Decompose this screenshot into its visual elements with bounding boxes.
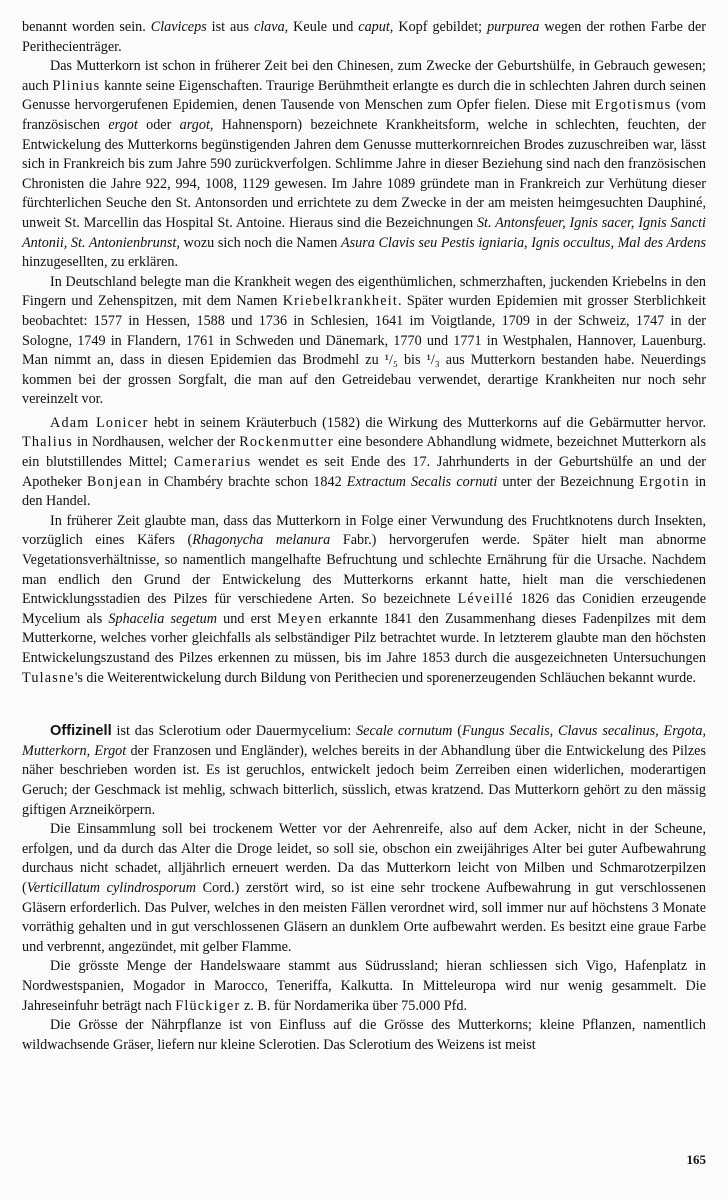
text-run: Die Einsammlung soll bei trockenem Wetter vor der Aehrenreife, also auf dem Acker, nicht in der Scheune, erfolgen, und da durch das Alter die Droge leidet, so soll sie, obschon ein zweijähriges Alter bei guter Aufbewahrung durchaus nicht schadet, alljährlich erneuert werden. Da das Mutterkorn leicht von Milben und Schmarotzerpilzen (	[22, 821, 706, 896]
text-run: und erst	[216, 610, 278, 627]
text-run: hinzugesellten, zu erklären.	[22, 254, 178, 271]
italic-term: Sphacelia segetum	[108, 610, 217, 627]
text-run: hebt in seinem Kräuterbuch (1582) die Wirkung des Mutterkorns auf die Gebärmutter hervor.	[148, 414, 706, 431]
text-run: ist das Sclerotium oder Dauermycelium:	[111, 723, 357, 740]
spaced-name: Léveillé	[457, 591, 514, 608]
text-run: aus Mutterkorn bestanden habe. Neuerdings kommen bei der grossen Sorgfalt, die man auf den Getreidebau verwendet, derartige Krankheiten nur noch sehr vereinzelt vor.	[22, 352, 706, 408]
spaced-name: Tulasne	[22, 669, 75, 686]
text-run: der Franzosen und Engländer), welches bereits in der Abhandlung über die Entwickelung des Pilzes näher beschrieben worden ist. Es ist geruchlos, entwickelt jedoch beim Zerreiben einen widerlichen, moderartigen Geruch; der Geschmack ist mehlig, schwach bitterlich, süsslich, etwas kratzend. Das Mutterkorn gehört zu den mässig giftigen Arzneikörpern.	[22, 742, 706, 818]
italic-term: caput,	[358, 19, 394, 35]
text-run: Die grösste Menge der Handelswaare stammt aus Südrussland; hieran schliessen sich Vigo, Hafenplatz in Nordwestspanien, Mogador in Marocco, Teneriffa, Kalkutta. In Mitteleuropa wird nur wenig gesammelt. Die Jahreseinfuhr beträgt nach	[22, 958, 706, 1014]
text-run: 's die Weiterentwickelung durch Bildung von Perithecien und sporenerzeugenden Schläuchen bekannt wurde.	[74, 669, 697, 686]
text-run: 1826 das Conidien erzeugende Mycelium als	[22, 591, 707, 627]
italic-term: Claviceps	[150, 19, 207, 35]
paragraph-3	[22, 273, 706, 410]
spaced-term: Rockenmutter	[239, 434, 334, 451]
page-number: 165	[686, 1152, 706, 1167]
italic-term: argot,	[179, 116, 214, 133]
italic-term: ergot	[108, 116, 138, 133]
text-run: erkannte 1841 den Zusammenhang dieses Fadenpilzes mit dem Mutterkorne, welches vorher gleichfalls als selbständiger Pilz betrachtet wurde. In letzterem glaubte man den höchsten Entwickelungszustand des Pilzes erkennen zu müssen, bis im Jahre 1853 durch die ausgezeichneten Untersuchungen	[22, 610, 706, 666]
italic-term: clava	[253, 19, 285, 35]
paragraph-2	[22, 57, 706, 273]
text-run: In früherer Zeit glaubte man, dass das Mutterkorn in Folge einer Verwundung des Fruchtknotens durch Insekten, vorzüglich eines Käfers (	[22, 512, 706, 549]
spaced-name: Flückiger	[175, 997, 241, 1014]
text-run: . Später wurden Epidemien mit grosser Sterblichkeit beobachtet: 1577 in Hessen, 1588 und 1736 in Schlesien, 1641 im Voigtlande, 1709 in der Schweiz, 1747 in der Sologne, 1749 in Flandern, 1761 in Schweden und Dänemark, 1770 und 1771 in Westphalen, Hannover, Lauenburg. Man nimmt an, dass in diesen Epidemien das Brodmehl zu	[22, 293, 706, 369]
text-run: Das Mutterkorn ist schon in früherer Zeit bei den Chinesen, zum Zwecke der Geburtshülfe, in Gebrauch gewesen; auch	[22, 58, 706, 94]
spaced-name: Thalius	[22, 434, 73, 451]
spaced-name: Camerarius	[173, 454, 252, 471]
fraction: ¹/₅	[384, 352, 398, 369]
text-run: In Deutschland belegte man die Krankheit wegen des eigenthümlichen, schmerzhaften, juckenden Kriebelns in den Fingern und Zehenspitzen, mit dem Namen	[22, 273, 706, 310]
italic-term: Secale cornutum	[356, 723, 453, 740]
text-run: Cord.) zerstört wird, so ist eine sehr trockene Aufbewahrung in gut verschlossenen Gläsern erforderlich. Das Pulver, welches in den meisten Fällen verordnet wird, soll immer nur auf höchstens 3 Monate vorräthig gehalten und in gut verschlossenen Gläsern an dunklem Orte aufbewahrt werden. Es besitzt eine graue Farbe und verbrennt, angezündet, mit gelber Flamme.	[22, 879, 706, 955]
text-run: (	[452, 723, 462, 740]
fraction: ¹/₃	[426, 352, 440, 369]
text-run: Fabr.) hervorgerufen werde. Später hielt man abnorme Vegetationsverhältnisse, so namentlich mangelhafte Befruchtung und schlechte Ernährung für die Ursache. Nachdem man endlich den Grund der Entwickelung des Mutterkorns erkannt hatte, hielt man die verschiedenen Entwicklungsstadien des Pilzes für verschiedene Arten. So bezeichnete	[22, 532, 706, 608]
italic-term: Asura Clavis seu Pestis igniaria, Ignis occultus, Mal des Ardens	[340, 234, 706, 251]
text-run: wendet es seit Ende des 17. Jahrhunderts in der Geburtshülfe an und der Apotheker	[22, 454, 706, 490]
text-run: unter der Bezeichnung	[497, 473, 640, 490]
text-run: , Keule und	[284, 19, 359, 35]
spaced-term: Ergotin	[639, 473, 690, 490]
text-run: Die Grösse der Nährpflanze ist von Einfluss auf die Grösse des Mutterkorns; kleine Pflanzen, namentlich wildwachsende Gräser, liefern nur kleine Sclerotien. Das Sclerotium des Weizens ist meist	[22, 1017, 706, 1053]
text-run: wozu sich noch die Namen	[179, 234, 341, 251]
text-run: kannte seine Eigenschaften. Traurige Berühmtheit erlangte es durch die in schlechten Jahren durch seinen Genusse hervorgerufenen Epidemien, denen Tausende von Menschen zum Opfer fielen. Diese mit	[22, 77, 706, 114]
paragraph-1	[22, 18, 706, 57]
text-run: eine besondere Abhandlung widmete, bezeichnet Mutterkorn als ein blutstillendes Mittel;	[22, 434, 706, 471]
spaced-name: Plinius	[52, 77, 101, 94]
paragraph-4	[22, 414, 706, 512]
text-run: in Nordhausen, welcher der	[72, 434, 240, 451]
paragraph-5	[22, 512, 706, 688]
text-run: (vom französischen	[22, 97, 706, 133]
paragraph-6	[22, 722, 706, 820]
spaced-name: Bonjean	[87, 473, 143, 490]
text-run: ist aus	[206, 19, 254, 35]
text-run: z. B. für Nordamerika über 75.000 Pfd.	[240, 997, 467, 1014]
text-run: Kopf gebildet;	[393, 19, 488, 35]
paragraph-9	[22, 1016, 706, 1055]
italic-term: purpurea	[487, 19, 540, 35]
text-run: in den Handel.	[22, 473, 707, 510]
spaced-name: Adam Lonicer	[50, 414, 149, 431]
spaced-term: Ergotismus	[595, 97, 672, 114]
text-run: Hahnensporn) bezeichnete Krankheitsform, welche in schlechten, feuchten, der Entwickelung des Mutterkorns begünstigenden Jahren dem Genusse mutterkornreichen Brodes zuzuschreiben war, lässt sich in Frankreich bis zum Jahre 590 zurückverfolgen. Schlimme Jahre in dieser Beziehung sind nach den französischen Chronisten die Jahre 922, 994, 1008, 1129 gewesen. Im Jahre 1089 gründete man in Frankreich zur Verhütung dieser fürchterlichen Seuche den St. Antonsorden und errichtete zu dem Zwecke in der am meisten heimgesuchten Dauphiné, unweit St. Marcellin das Hospital St. Antoine. Hieraus sind die Bezeichnungen	[22, 116, 707, 231]
text-run: oder	[137, 116, 180, 133]
spaced-name: Meyen	[277, 610, 323, 627]
italic-term: Fungus Secalis, Clavus secalinus, Ergota, Mutterkorn, Ergot	[22, 723, 706, 759]
section-keyword: Offizinell	[50, 723, 112, 740]
text-run: wegen der rothen Farbe der Perithecienträger.	[22, 19, 706, 55]
paragraph-7	[22, 820, 706, 957]
text-run: bis	[397, 352, 427, 369]
italic-term: St. Antonsfeuer, Ignis sacer, Ignis Sancti Antonii, St. Antonienbrunst,	[22, 214, 707, 251]
text-run: in Chambéry brachte schon 1842	[142, 473, 347, 490]
spaced-term: Kriebelkrankheit	[282, 293, 399, 310]
italic-term: Rhagonycha melanura	[192, 532, 331, 549]
text-run: benannt worden sein.	[22, 19, 151, 35]
paragraph-8	[22, 957, 706, 1016]
italic-term: Verticillatum cylindrosporum	[26, 879, 196, 896]
italic-term: Extractum Secalis cornuti	[346, 473, 498, 490]
